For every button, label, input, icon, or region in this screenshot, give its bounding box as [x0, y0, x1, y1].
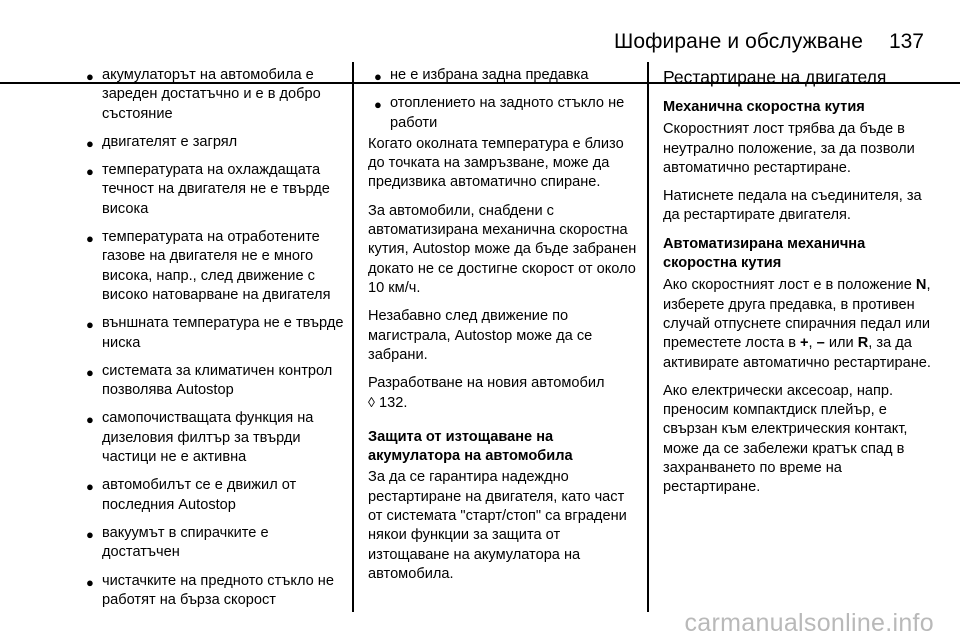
column-divider-2: [647, 62, 649, 612]
page-header: [0, 22, 960, 62]
condition-list: [80, 66, 346, 610]
list-item: [368, 94, 638, 133]
gear-label-r: R: [857, 335, 869, 352]
paragraph: Ако електрически аксесоар, напр. преносим компактдиск плейър, е свързан към електрическия контакт, може да се забележи кратък спад в захранването по време на рестартиране.: [663, 382, 908, 496]
list-item-text: системата за климатичен контрол позволява Autostop: [102, 362, 333, 399]
column-divider-1: [352, 62, 354, 612]
page-reference[interactable]: 132.: [374, 395, 408, 412]
bullet-icon: ●: [374, 69, 382, 84]
bullet-icon: ●: [86, 526, 94, 542]
watermark-text: carmanualsonline.info: [684, 609, 934, 637]
paragraph: За да се гарантира надеждно рестартиране на двигателя, като част от системата "старт/стоп" са вградени някои функции за защита от изтощаване на акумулатора на автомобила.: [368, 469, 627, 582]
list-item-text: самопочистващата функция на дизеловия филтър за твърди частици не е активна: [102, 410, 314, 466]
bullet-icon: ●: [86, 231, 94, 247]
text-run: , изберете друга предавка, в противен случай отпуснете спирачния педал или преместете лоста в: [663, 277, 931, 352]
section-subheading: Автоматизирана механична скоростна кутия: [663, 235, 866, 272]
list-item-text: отоплението на задното стъкло не работи: [390, 95, 625, 131]
list-item: [80, 228, 346, 305]
list-item: [80, 524, 346, 563]
text-run: , за да активирате автоматично рестартиране.: [663, 335, 931, 371]
list-item: [80, 572, 346, 611]
page-reference-icon: ◊: [368, 394, 375, 411]
list-item-text: чистачките на предното стъкло не работят на бърза скорост: [102, 572, 334, 608]
list-item: [80, 133, 346, 152]
bullet-icon: ●: [86, 479, 94, 495]
list-item-text: външната температура не е твърде ниска: [102, 315, 344, 351]
bullet-icon: ●: [86, 69, 94, 84]
paragraph: Скоростният лост трябва да бъде в неутрално положение, за да позволи автоматично рестартиране.: [663, 121, 915, 176]
list-item-text: двигателят е загрял: [102, 133, 238, 150]
paragraph-with-reference: [368, 374, 638, 414]
paragraph: Незабавно след движение по магистрала, Autostop може да се забрани.: [368, 308, 593, 363]
list-item: [80, 314, 346, 353]
bullet-icon: ●: [86, 164, 94, 180]
gear-label-plus: +: [800, 335, 809, 352]
column-2: [368, 66, 638, 593]
paragraph: За автомобили, снабдени с автоматизирана механична скоростна кутия, Autostop може да бъде забранен докато не се достигне скорост от около 10 км/ч.: [368, 202, 637, 296]
list-item: [80, 476, 346, 515]
bullet-icon: ●: [86, 135, 94, 151]
list-item-text: температурата на отработените газове на двигателя не е много висока, напр., след движение с високо натоварване на двигателя: [102, 229, 331, 303]
bullet-icon: ●: [86, 364, 94, 380]
section-subheading: Защита от изтощаване на акумулатора на автомобила: [368, 428, 573, 465]
list-item-text: не е избрана задна предавка: [390, 67, 589, 83]
list-item: [80, 66, 346, 124]
list-item-text: вакуумът в спирачките е достатъчен: [102, 524, 269, 561]
text-run: Ако скоростният лост е в положение: [663, 277, 916, 294]
list-item-text: автомобилът се е движил от последния Autostop: [102, 477, 297, 513]
condition-list-continued: [368, 66, 638, 133]
column-1: [80, 66, 346, 619]
section-subheading: Механична скоростна кутия: [663, 99, 865, 115]
gear-label-minus: –: [816, 335, 825, 352]
list-item: [368, 66, 638, 85]
list-item: [80, 161, 346, 219]
paragraph: Натиснете педала на съединителя, за да рестартирате двигателя.: [663, 188, 922, 224]
list-item: [80, 409, 346, 467]
bullet-icon: ●: [86, 317, 94, 333]
bullet-icon: ●: [374, 97, 382, 113]
bullet-icon: ●: [86, 412, 94, 428]
text-run: ,: [808, 335, 817, 352]
paragraph-text: Разработване на новия автомобил: [368, 375, 605, 392]
page-number: 137: [888, 30, 924, 53]
section-heading: Рестартиране на двигателя: [663, 67, 887, 87]
paragraph: Когато околната температура е близо до точката на замръзване, може да предизвика автоматично спиране.: [368, 135, 624, 191]
page-title: Шофиране и обслужване: [614, 30, 863, 53]
list-item: [80, 362, 346, 401]
list-item-text: температурата на охлаждащата течност на двигателя не е твърде висока: [102, 162, 330, 217]
paragraph-gear-positions: [663, 276, 931, 372]
bullet-icon: ●: [86, 574, 94, 590]
text-run: или: [824, 335, 858, 352]
column-3: [663, 66, 931, 507]
gear-label-n: N: [915, 277, 927, 294]
list-item-text: акумулаторът на автомобила е зареден достатъчно и е в добро състояние: [102, 67, 321, 122]
